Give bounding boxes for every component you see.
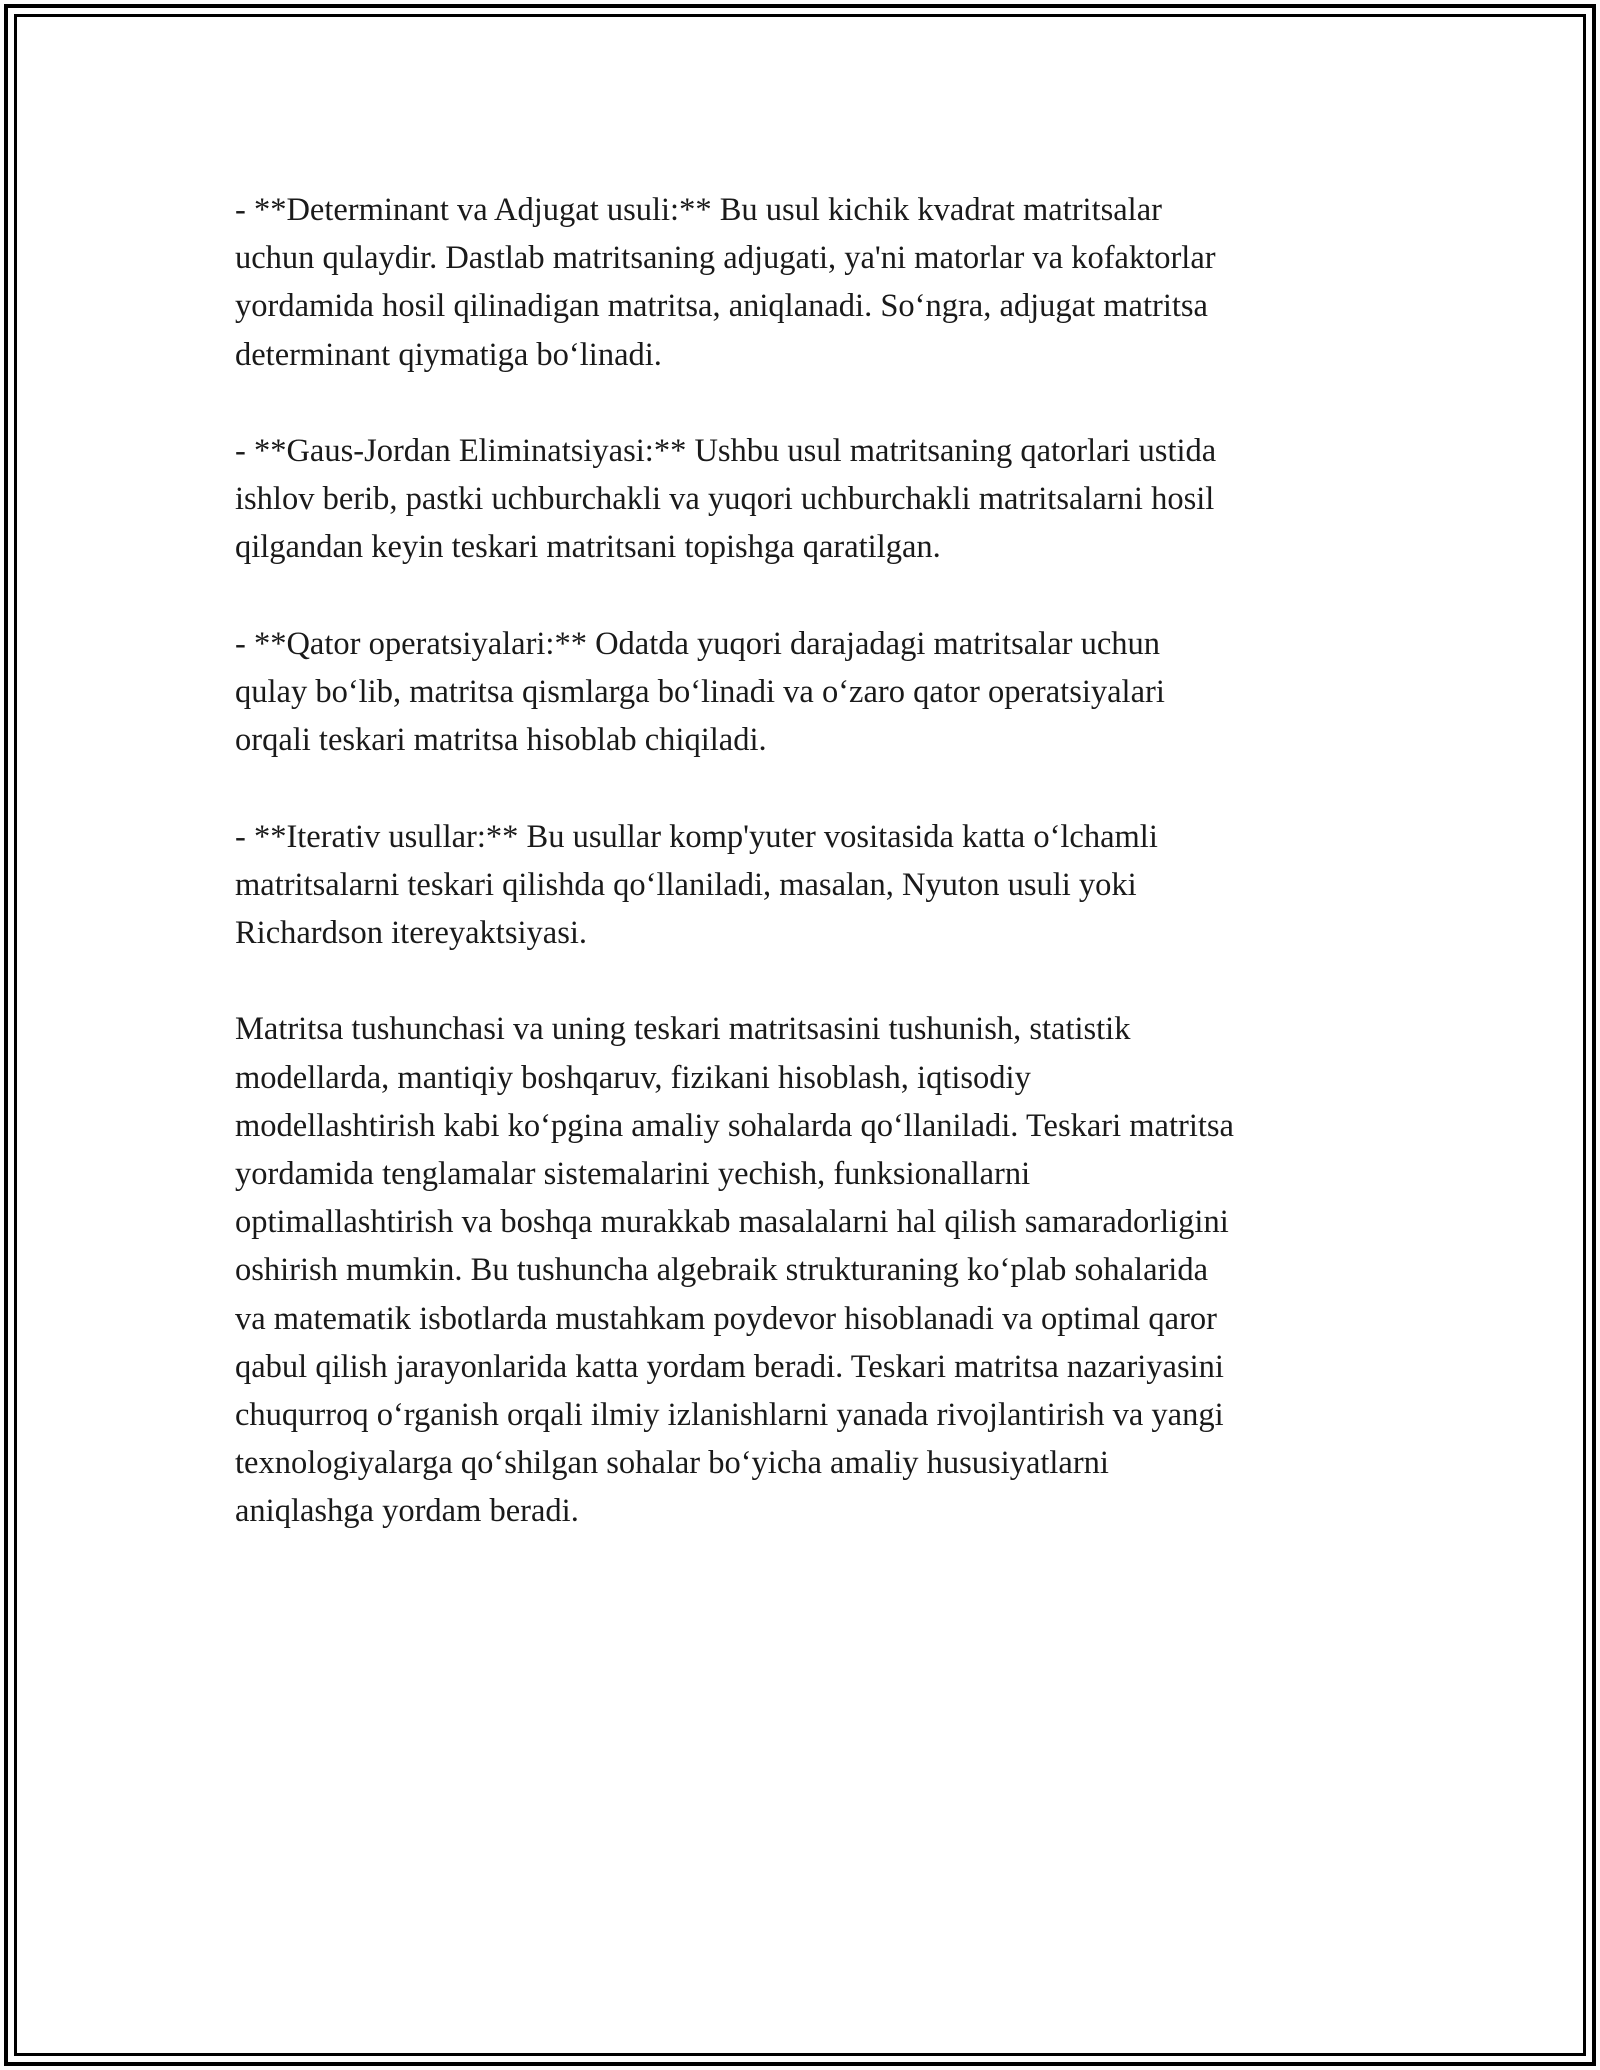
document-body — [235, 186, 1385, 1536]
paragraph-conclusion: Matritsa tushunchasi va uning teskari matritsasini tushunish, statistik modellarda, mantiqiy boshqaruv, fizikani hisoblash, iqtisodiy modellashtirish kabi ko‘pgina amaliy sohalarda qo‘llaniladi. Teskari matritsa yordamida tenglamalar sistemalarini yechish, funksionallarni optimallashtirish va boshqa murakkab masalalarni hal qilish samaradorligini oshirish mumkin. Bu tushuncha algebraik strukturaning ko‘plab sohalarida va matematik isbotlarda mustahkam poydevor hisoblanadi va optimal qaror qabul qilish jarayonlarida katta yordam beradi. Teskari matritsa nazariyasini chuqurroq o‘rganish orqali ilmiy izlanishlarni yanada rivojlantirish va yangi texnologiyalarga qo‘shilgan sohalar bo‘yicha amaliy hususiyatlarni aniqlashga yordam beradi. — [235, 1011, 1234, 1530]
paragraph-qator-operatsiyalari: - **Qator operatsiyalari:** Odatda yuqori darajadagi matritsalar uchun qulay bo‘lib, matritsa qismlarga bo‘linadi va o‘zaro qator operatsiyalari orqali teskari matritsa hisoblab chiqiladi. — [235, 625, 1165, 759]
paragraph-iterativ-usullar: - **Iterativ usullar:** Bu usullar komp'yuter vositasida katta o‘lchamli matritsalarni teskari qilishda qo‘llaniladi, masalan, Nyuton usuli yoki Richardson itereyaktsiyasi. — [235, 818, 1158, 951]
paragraph-gaus-jordan: - **Gaus-Jordan Eliminatsiyasi:** Ushbu usul matritsaning qatorlari ustida ishlov berib, pastki uchburchakli va yuqori uchburchakli matritsalarni hosil qilgandan keyin teskari matritsani topishga qaratilgan. — [235, 433, 1217, 566]
paragraph-determinant-adjugat: - **Determinant va Adjugat usuli:** Bu usul kichik kvadrat matritsalar uchun qulaydir. Dastlab matritsaning adjugati, ya'ni matorlar va kofaktorlar yordamida hosil qilinadigan matritsa, aniqlanadi. So‘ngra, adjugat matritsa determinant qiymatiga bo‘linadi. — [235, 192, 1216, 373]
